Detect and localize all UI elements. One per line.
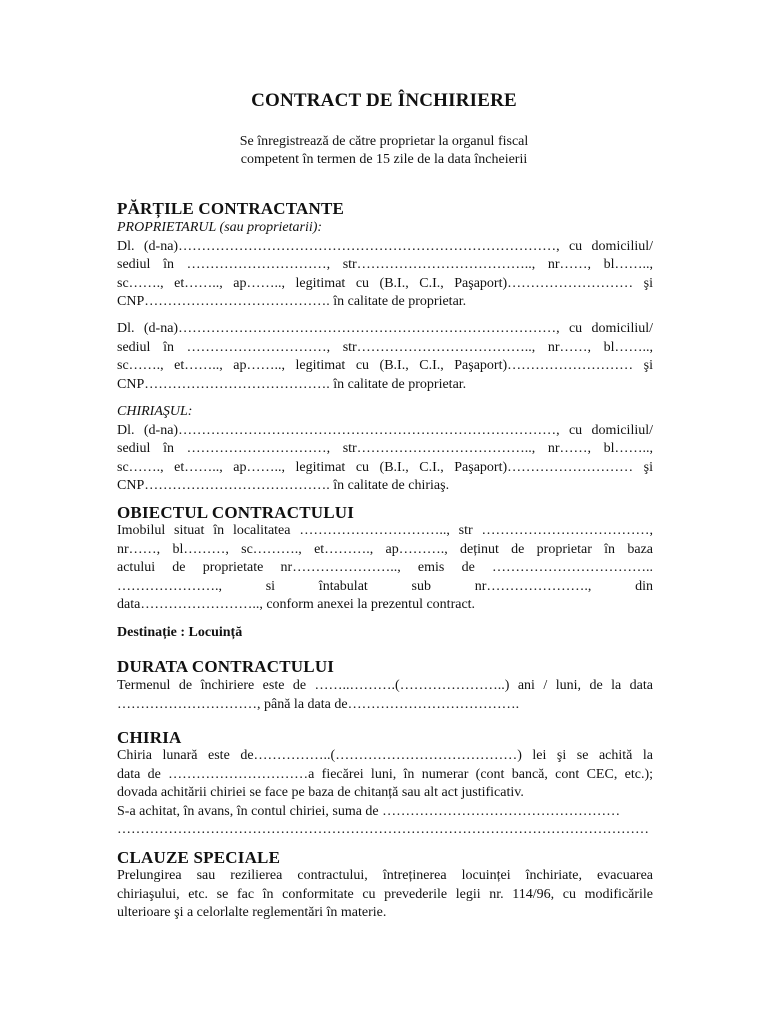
subtitle-line: Se înregistrează de către proprietar la organul fiscal: [239, 134, 529, 149]
proprietar1-line: CNP…………………………………. în calitate de proprietar.: [117, 294, 467, 309]
proprietar1-line: sc……., et…….., ap…….., legitimat cu (B.I., C.I., Paşaport)……………………… şi: [117, 275, 653, 291]
chiria-line: data de …………………………a fiecărei luni, în numerar (cont bancă, cont CEC, etc.);: [117, 766, 653, 782]
section-heading-chiria: CHIRIA: [117, 728, 182, 747]
proprietar1-line: Dl. (d-na)………………………………………………………………………, cu domiciliul/: [117, 238, 653, 254]
proprietar1-line: sediul în …………………………, str……………………………….., nr……, bl……..,: [117, 257, 653, 272]
section-heading-durata: DURATA CONTRACTULUI: [117, 657, 335, 676]
obiect-line: …………………., si întabulat sub nr…………………., din: [117, 578, 653, 594]
chirias-line: CNP…………………………………. în calitate de chiriaş.: [117, 478, 450, 493]
chiria-line: ……………………………………………………………………………………………………: [117, 822, 649, 837]
clauze-line: Prelungirea sau rezilierea contractului, întreținerea locuinței închiriate, evacuarea: [117, 868, 653, 883]
proprietar-section: [117, 219, 653, 312]
proprietar2-line: sediul în …………………………, str……………………………….., nr……, bl……..,: [117, 339, 653, 355]
durata-section: [117, 677, 653, 714]
obiect-line: actului de proprietate nr………………….., emis de ……………………………..: [117, 560, 653, 575]
section-heading-parti: PĂRȚILE CONTRACTANTE: [117, 199, 345, 218]
proprietar2-section: [117, 320, 653, 394]
section-heading-clauze: CLAUZE SPECIALE: [117, 848, 281, 867]
chiria-line: Chiria lunară este de……………..(…………………………………) lei şi se achită la: [117, 748, 653, 763]
chirias-section: [117, 403, 653, 496]
destinatie-label: Destinație :: [117, 625, 186, 640]
destinatie: [117, 624, 653, 643]
proprietar2-line: Dl. (d-na)………………………………………………………………………, cu domiciliul/: [117, 321, 653, 336]
chirias-line: Dl. (d-na)………………………………………………………………………, cu domiciliul/: [117, 422, 653, 438]
proprietar-label: PROPRIETARUL (sau proprietarii):: [117, 220, 323, 235]
durata-line: Termenul de închiriere este de ……..……….(…………………..) ani / luni, de la data: [117, 678, 653, 693]
obiect-line: data…………………….., conform anexei la prezentul contract.: [117, 597, 476, 612]
obiect-section: [117, 522, 653, 615]
obiect-line: Imobilul situat în localitatea ………………………….., str ………………………………,: [117, 523, 653, 538]
chirias-label: CHIRIAŞUL:: [117, 404, 193, 419]
clauze-section: [117, 867, 653, 923]
chiria-section: [117, 747, 653, 840]
section-heading-obiect: OBIECTUL CONTRACTULUI: [117, 503, 355, 522]
chiria-line: S-a achitat, în avans, în contul chiriei, suma de ……………………………………………: [117, 803, 621, 819]
chiria-line: dovada achitării chiriei se face pe baza de chitanță sau alt act justificativ.: [117, 785, 524, 800]
chirias-line: sediul în …………………………, str……………………………….., nr……, bl……..,: [117, 441, 653, 456]
document-subtitle: [0, 133, 768, 169]
destinatie-value: Locuință: [188, 625, 243, 640]
obiect-line: nr……, bl………, sc………., et………., ap………., deținut de proprietar în baza: [117, 541, 653, 557]
clauze-line: ulterioare şi a celorlalte reglementări în materie.: [117, 905, 387, 920]
subtitle-line: competent în termen de 15 zile de la data încheierii: [240, 152, 528, 167]
chirias-line: sc……., et…….., ap…….., legitimat cu (B.I., C.I., Paşaport)……………………… şi: [117, 459, 653, 475]
clauze-line: chiriaşului, etc. se fac în conformitate cu prevederile legii nr. 114/96, cu modificările: [117, 886, 653, 902]
proprietar2-line: CNP…………………………………. în calitate de proprietar.: [117, 376, 467, 392]
durata-line: …………………………, până la data de……………………………….: [117, 696, 520, 712]
proprietar2-line: sc……., et…….., ap…….., legitimat cu (B.I., C.I., Paşaport)……………………… şi: [117, 358, 653, 373]
document-title: CONTRACT DE ÎNCHIRIERE: [251, 90, 517, 111]
